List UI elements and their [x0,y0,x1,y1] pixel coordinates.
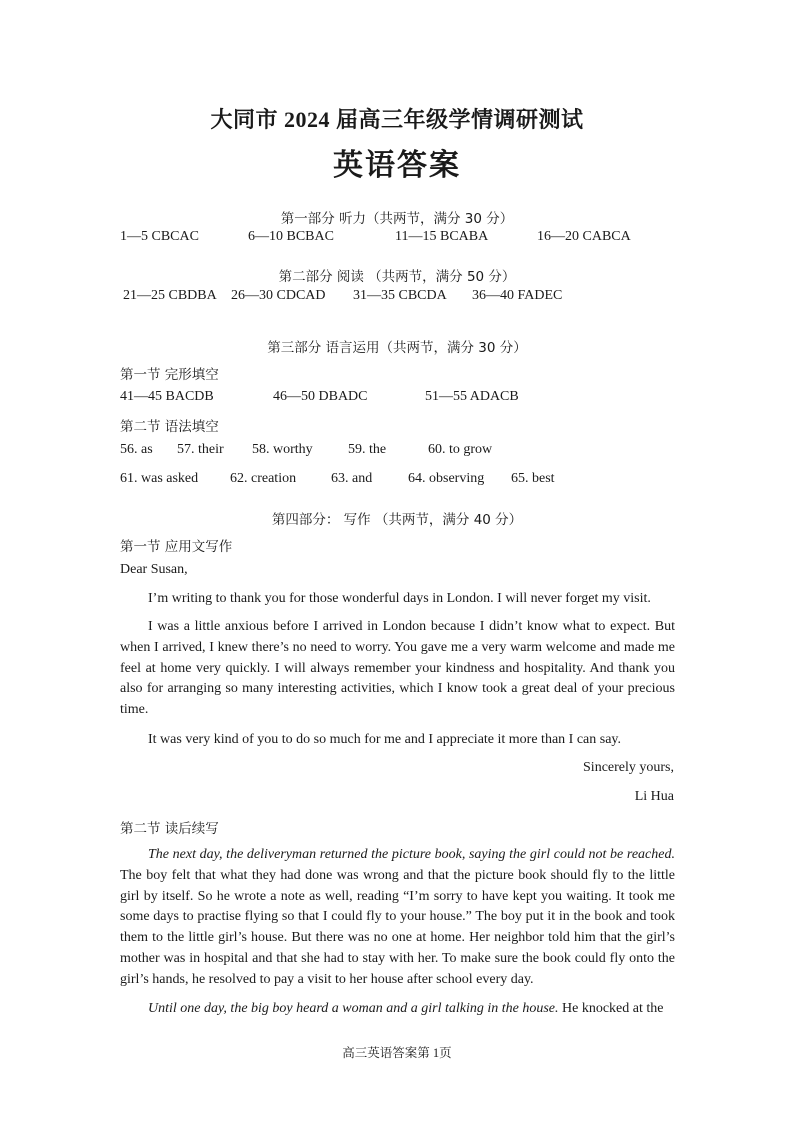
paragraph-body: The boy felt that what they had done was wrong and that the picture book should fly to the little girl by itself. So he wrote a note as well, reading “I’m sorry to have kept you waiting. It took me some days to practise flying so that I could fly to your house.” The boy put it in the book and took them to the little girl’s house. But there was no one at home. Her neighbor told him that the girl’s mother was in hospital and that she had to stay with her. To make sure the book could fly onto the girl’s hands, he resolved to pay a visit to her house after school every day. [120,867,675,987]
grammar-answer: 65. best [511,471,555,486]
answer-group: 21—25 CBDBA [123,288,217,303]
answer-group: 11—15 BCABA [395,229,489,244]
continuation-paragraph [120,999,675,1020]
document-subtitle: 英语答案 [333,149,461,182]
grammar-section-title: 第二节 语法填空 [120,419,219,435]
grammar-answer: 63. and [331,471,373,486]
letter-salutation: Dear Susan, [120,562,188,577]
paragraph-body: He knocked at the [558,1001,664,1016]
grammar-answer: 64. observing [408,471,485,486]
answer-group: 46—50 DBADC [273,389,368,404]
page-footer: 高三英语答案第 1页 [342,1046,452,1060]
writing-section2-title: 第二节 读后续写 [120,821,219,837]
answer-group: 36—40 FADEC [472,288,563,303]
letter-paragraph: I’m writing to thank you for those wonderful days in London. I will never forget my visit. [148,591,651,606]
part1-heading: 第一部分 听力（共两节，满分 30 分） [280,211,514,227]
letter-signature: Li Hua [634,789,674,804]
answer-group: 16—20 CABCA [537,229,631,244]
answer-group: 26—30 CDCAD [231,288,326,303]
continuation-paragraph [120,845,675,991]
grammar-answer: 60. to grow [428,442,493,457]
paragraph-opening-sentence: The next day, the deliveryman returned the picture book, saying the girl could not be reached. [148,847,675,862]
answer-group: 1—5 CBCAC [120,229,199,244]
grammar-answer: 58. worthy [252,442,313,457]
grammar-answer: 59. the [348,442,387,457]
letter-paragraph: I was a little anxious before I arrived in London because I didn’t know what to expect. But when I arrived, I knew there’s no need to worry. You gave me a very warm welcome and made me feel at home very quickly. I will always remember your kindness and hospitality. And thank you also for arranging so many interesting activities, which I know took a great deal of your precious time. [120,619,675,718]
document-title: 大同市 2024 届高三年级学情调研测试 [210,107,584,132]
grammar-answer: 61. was asked [120,471,199,486]
answer-group: 51—55 ADACB [425,389,519,404]
letter-paragraph: It was very kind of you to do so much for me and I appreciate it more than I can say. [148,732,621,747]
writing-section1-title: 第一节 应用文写作 [120,539,233,555]
letter-closing: Sincerely yours, [583,760,674,775]
part2-heading: 第二部分 阅读 （共两节，满分 50 分） [278,269,516,285]
grammar-answer: 62. creation [230,471,297,486]
grammar-answer: 56. as [120,442,153,457]
answer-group: 6—10 BCBAC [248,229,334,244]
part4-heading: 第四部分： 写作 （共两节，满分 40 分） [271,512,523,528]
cloze-section-title: 第一节 完形填空 [120,367,219,383]
answer-group: 31—35 CBCDA [353,288,447,303]
part3-heading: 第三部分 语言运用（共两节，满分 30 分） [267,340,527,356]
answer-group: 41—45 BACDB [120,389,214,404]
grammar-answer: 57. their [177,442,224,457]
paragraph-opening-sentence: Until one day, the big boy heard a woman and a girl talking in the house. [148,1001,559,1016]
